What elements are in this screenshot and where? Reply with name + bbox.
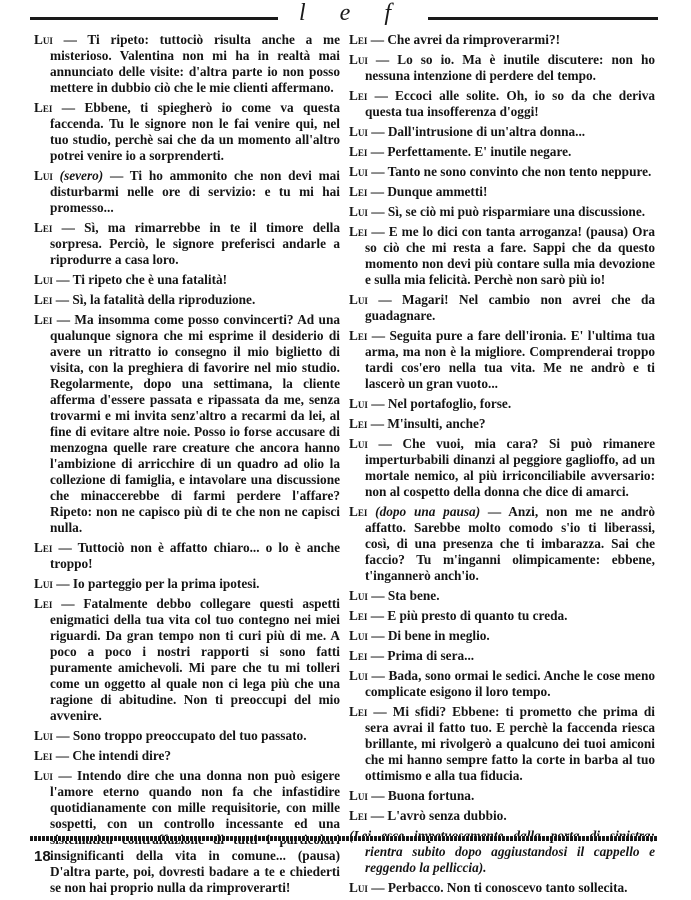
dialogue-text: — Ti ho ammonito che non devi mai disturbarmi nelle ore di servizio: e tu mi hai promesso...	[50, 168, 340, 215]
dialogue-line	[34, 596, 340, 724]
speaker-label: Lui	[34, 768, 53, 783]
dialogue-text: — Sì, se ciò mi può risparmiare una discussione.	[367, 204, 646, 219]
speaker-label: Lei	[34, 292, 53, 307]
header-monogram: l e f	[299, 0, 405, 26]
dialogue-line	[349, 704, 655, 784]
speaker-label: Lei	[34, 100, 53, 115]
dialogue-text: — Perbacco. Non ti conoscevo tanto sollecita.	[367, 880, 628, 895]
dialogue-line	[349, 124, 655, 140]
dialogue-line	[34, 540, 340, 572]
dialogue-text: — Io parteggio per la prima ipotesi.	[52, 576, 260, 591]
right-column	[349, 32, 655, 900]
dialogue-line	[34, 292, 340, 308]
dialogue-line	[349, 808, 655, 824]
speaker-label: Lui	[349, 588, 368, 603]
speaker-label: Lui	[349, 788, 368, 803]
speaker-label: Lei	[349, 88, 368, 103]
speaker-label: Lei	[34, 312, 53, 327]
speaker-label: Lei	[349, 32, 368, 47]
dialogue-text: — Nel portafoglio, forse.	[367, 396, 512, 411]
speaker-label: Lui	[349, 204, 368, 219]
dialogue-line	[349, 608, 655, 624]
dialogue-text: — E me lo dici con tanta arroganza! (pausa) Ora so ciò che mi resta a fare. Sappi che da questo momento non devi più contare sulla mia devozione e sulla mia felicità. Perchè non sarò più io!	[365, 224, 655, 287]
stage-direction: rientra subito dopo aggiustandosi il cappello e reggendo la pelliccia).	[365, 844, 655, 875]
dialogue-text: — Intendo dire che una donna non può esigere l'amore eterno quando non fa che infastidire quotidianamente con mille requisitorie, con mille sospetti, con un controllo incessante ed una insignificanti della vita in comune... (pausa) D'altra parte, poi, dovresti badare a te e chiederti se non hai proprio nulla da rimproverarti!	[50, 768, 340, 895]
dialogue-line	[349, 648, 655, 664]
dialogue-line	[349, 32, 655, 48]
speaker-label: Lei	[34, 220, 53, 235]
dialogue-line	[349, 788, 655, 804]
dialogue-text: — Che intendi dire?	[52, 748, 172, 763]
dialogue-text: — Tuttociò non è affatto chiaro... o lo è anche troppo!	[50, 540, 340, 571]
speaker-label: Lui	[349, 164, 368, 179]
left-column	[34, 32, 340, 900]
dialogue-text: — L'avrò senza dubbio.	[367, 808, 507, 823]
speaker-label: Lei	[349, 184, 368, 199]
dialogue-line	[349, 588, 655, 604]
dialogue-text: — Sta bene.	[367, 588, 440, 603]
header-rule-right	[428, 17, 658, 20]
dialogue-line	[34, 312, 340, 536]
speaker-label: Lui	[34, 576, 53, 591]
dialogue-line	[34, 168, 340, 216]
header-rule-left	[30, 17, 278, 20]
dialogue-line	[349, 396, 655, 412]
dialogue-text: — Dall'intrusione di un'altra donna...	[367, 124, 586, 139]
dialogue-line	[34, 272, 340, 288]
dialogue-line	[34, 576, 340, 592]
dialogue-text: — Magari! Nel cambio non avrei che da guadagnare.	[365, 292, 655, 323]
speaker-label: Lei	[349, 328, 368, 343]
dialogue-text: — E più presto di quanto tu creda.	[367, 608, 568, 623]
dialogue-text: — Bada, sono ormai le sedici. Anche le cose meno complicate esigono il loro tempo.	[365, 668, 655, 699]
dialogue-text: — Dunque ammetti!	[367, 184, 488, 199]
dialogue-line	[349, 416, 655, 432]
speaker-label: Lei	[34, 748, 53, 763]
speaker-label: Lei	[349, 608, 368, 623]
dialogue-text: — Prima di sera...	[367, 648, 475, 663]
dialogue-text: — Perfettamente. E' inutile negare.	[367, 144, 572, 159]
dialogue-text: — M'insulti, anche?	[367, 416, 486, 431]
speaker-label: Lei	[349, 704, 368, 719]
dialogue-text: — Buona fortuna.	[367, 788, 475, 803]
speaker-label: Lui	[349, 628, 368, 643]
dialogue-line	[349, 224, 655, 288]
speaker-label: Lui	[34, 728, 53, 743]
dialogue-line	[349, 880, 655, 896]
speaker-label: Lui	[349, 124, 368, 139]
speaker-label: Lei	[349, 144, 368, 159]
dialogue-text: — Fatalmente debbo collegare questi aspetti enigmatici della tua vita col tuo contegno nei miei riguardi. Da gran tempo non ti curi più di me. A poco a poco i nostri rapporti si sono fatti puramente amichevoli. Mi pare che tu mi tolleri come un oggetto al quale non ci lega più che una ragione di abitudine. Non ti preoccupi del mio avvenire.	[50, 596, 340, 723]
speaker-label: Lei	[349, 648, 368, 663]
speaker-label: Lui	[349, 880, 368, 895]
dialogue-line	[349, 628, 655, 644]
dialogue-text: — Di bene in meglio.	[367, 628, 490, 643]
dialogue-line	[349, 52, 655, 84]
speaker-label: Lui	[349, 292, 368, 307]
dialogue-line	[34, 728, 340, 744]
dialogue-line	[349, 668, 655, 700]
dialogue-line	[34, 32, 340, 96]
speaker-label: Lei	[34, 596, 53, 611]
dialogue-text: — Sono troppo preoccupato del tuo passato.	[52, 728, 307, 743]
dialogue-line	[349, 292, 655, 324]
dialogue-text: — Ebbene, ti spiegherò io come va questa faccenda. Tu le signore non le fai venire qui, nel tuo studio, perchè sai che da un momento all'altro potrei venire io a sorprenderti.	[50, 100, 340, 163]
dialogue-line	[34, 220, 340, 268]
speaker-label: Lei	[349, 224, 368, 239]
footer-rule	[30, 836, 658, 841]
inline-stage-direction: (severo)	[59, 168, 104, 183]
dialogue-line	[349, 204, 655, 220]
dialogue-text: — Tanto ne sono convinto che non tento neppure.	[367, 164, 652, 179]
dialogue-text: — Che avrei da rimproverarmi?!	[367, 32, 561, 47]
speaker-label: Lui	[349, 52, 368, 67]
dialogue-line	[349, 88, 655, 120]
speaker-label: Lui	[34, 272, 53, 287]
dialogue-line	[34, 748, 340, 764]
speaker-label: Lei	[349, 504, 368, 519]
dialogue-text: — Anzi, non me ne andrò affatto. Sarebbe molto comodo s'io ti liberassi, così, di una presenza che ti imbarazza. Sai che faccio? Tu m'inganni olimpicamente: ebbene, t'ingannerò anch'io.	[365, 504, 655, 583]
dialogue-line	[349, 436, 655, 500]
dialogue-text: — Sì, la fatalità della riproduzione.	[52, 292, 256, 307]
page-number: 18	[34, 848, 51, 865]
dialogue-text: — Che vuoi, mia cara? Si può rimanere imperturbabili dinanzi al peggiore gaglioffo, ad un mortale nemico, al più irriconciliabile avversario: non al cospetto della donna che dice di amarci.	[365, 436, 655, 499]
dialogue-line	[349, 144, 655, 160]
speaker-label: Lei	[349, 808, 368, 823]
speaker-label: Lui	[34, 168, 53, 183]
dialogue-text: — Seguita pure a fare dell'ironia. E' l'ultima tua arma, ma non è la migliore. Comprenderai troppo tardi cos'ero nella tua vita. Me ne andrò e ti lascerò un gran vuoto...	[365, 328, 655, 391]
dialogue-line	[349, 504, 655, 584]
dialogue-text: — Ti ripeto che è una fatalità!	[52, 272, 228, 287]
dialogue-line	[34, 768, 340, 896]
dialogue-line	[349, 184, 655, 200]
speaker-label: Lui	[349, 668, 368, 683]
dialogue-line	[34, 100, 340, 164]
dialogue-text: — Eccoci alle solite. Oh, io so da che deriva questa tua insofferenza d'oggi!	[365, 88, 655, 119]
speaker-label: Lui	[349, 436, 368, 451]
speaker-label: Lei	[34, 540, 53, 555]
dialogue-line	[349, 164, 655, 180]
dialogue-text: — Ma insomma come posso convincerti? Ad una qualunque signora che mi esprime il desiderio di avere un ritratto io consegno il mio biglietto di visita, con la preghiera di favorire nel mio studio. Regolarmente, dopo una settimana, la cliente afferma d'essere passata e ripassata da me, senza trovarmi e mi invita senz'altro a recarmi da lei, al fine di evitare altre noie. Posso io forse accusare di menzogna quelle rare creature che ancora hanno l'ambizione di arricchire di un quadro ad olio la collezione di famiglia, e intavolare una discussione che minaccerebbe di farmi perdere l'affare? Ripeto: non ne capisco più di te che non ne capisci nulla.	[50, 312, 340, 535]
dialogue-text: — Mi sfidi? Ebbene: ti prometto che prima di sera avrai il fatto tuo. E perchè la faccenda riesca brillante, mi rivolgerò a qualcuno dei tuoi amiconi che mi hanno sempre fatto la corte in barba al tuo ottimismo e alla tua fiducia.	[365, 704, 655, 783]
dialogue-line	[349, 328, 655, 392]
speaker-label: Lei	[349, 416, 368, 431]
speaker-label: Lui	[349, 396, 368, 411]
speaker-label: Lui	[34, 32, 53, 47]
dialogue-text: — Sì, ma rimarrebbe in te il timore della sorpresa. Perciò, le signore preferisci andarle a riprodurre a casa loro.	[50, 220, 340, 267]
dialogue-text: — Ti ripeto: tuttociò risulta anche a me misterioso. Valentina non mi ha in realtà mai annunciato delle visite: d'altra parte io non posso mettere in dubbio ciò che le mie clienti affermano.	[50, 32, 340, 95]
dialogue-text: — Lo so io. Ma è inutile discutere: non ho nessuna intenzione di perdere del tempo.	[365, 52, 655, 83]
inline-stage-direction: (dopo una pausa)	[375, 504, 481, 519]
